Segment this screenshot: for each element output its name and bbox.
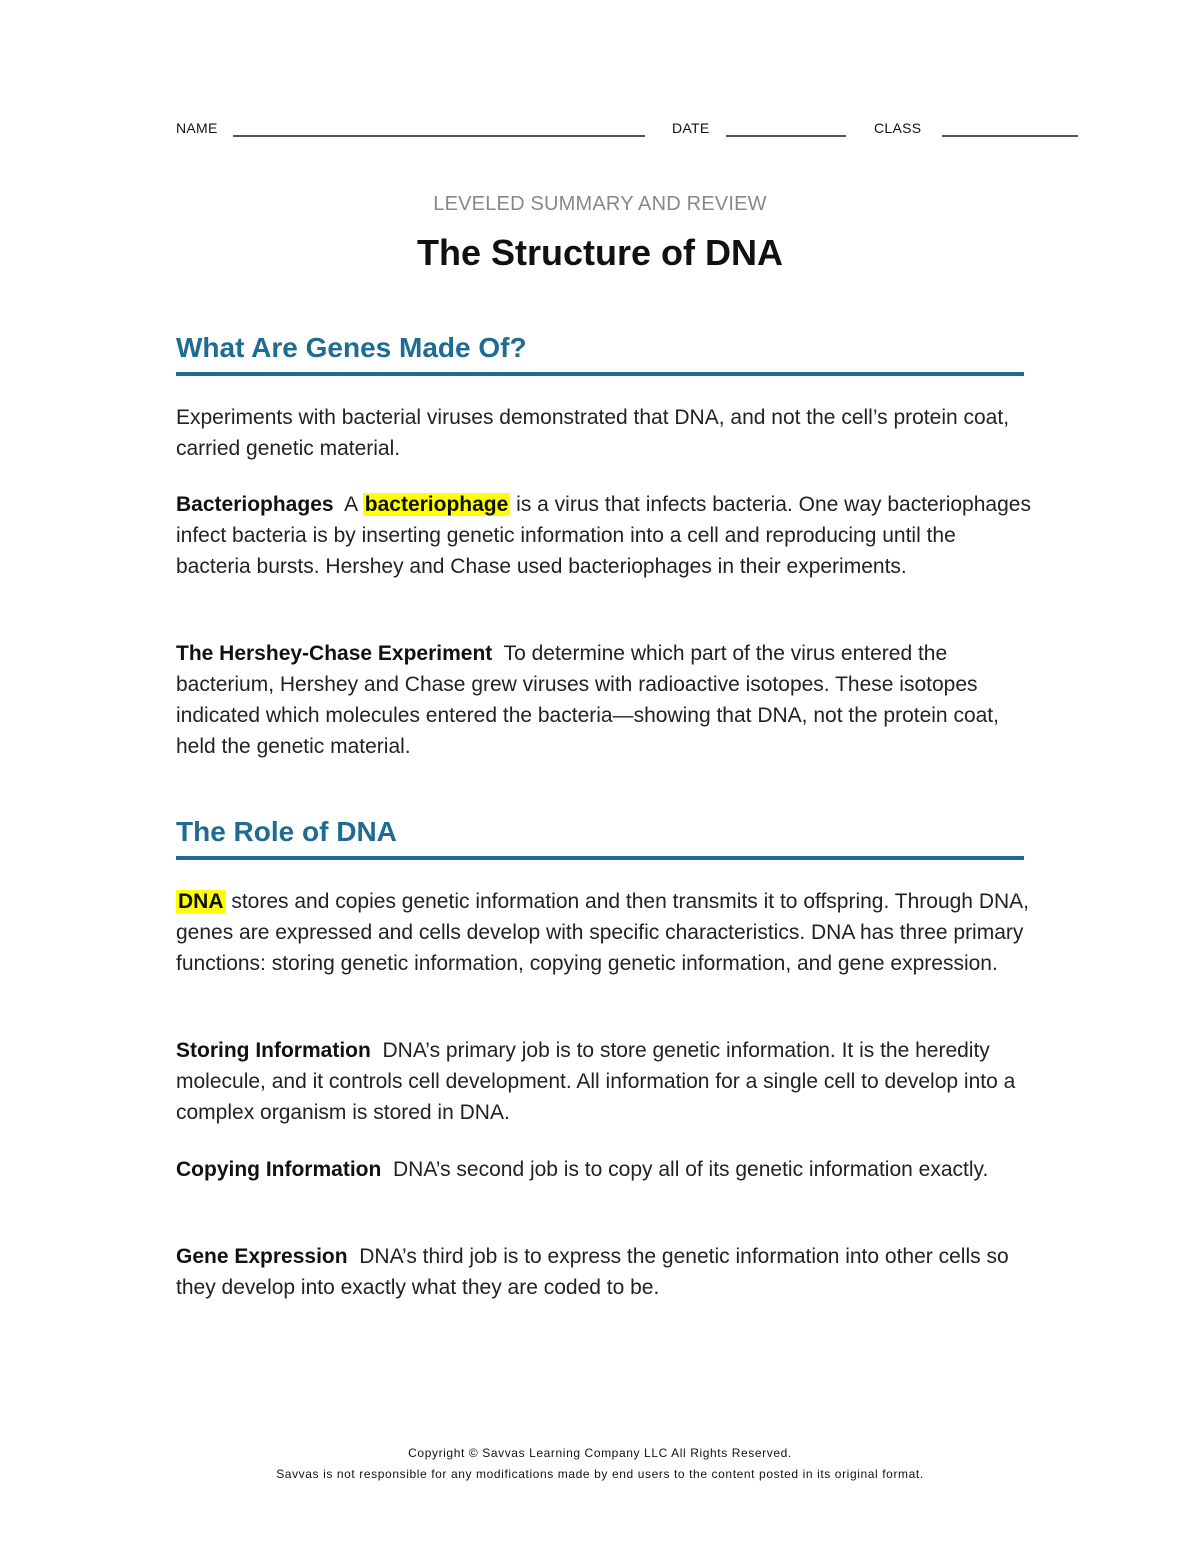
hershey-chase-term: The Hershey-Chase Experiment: [176, 642, 493, 665]
copying-information-term: Copying Information: [176, 1158, 382, 1181]
bacteriophages-pre: A: [344, 493, 357, 516]
copying-information-text: DNA’s second job is to copy all of its genetic information exactly.: [393, 1158, 989, 1181]
class-field[interactable]: [942, 135, 1078, 137]
name-field[interactable]: [233, 135, 645, 137]
bacteriophage-highlight: bacteriophage: [364, 493, 509, 516]
section-heading-genes: What Are Genes Made Of?: [176, 332, 1024, 376]
date-field[interactable]: [726, 135, 846, 137]
gene-expression-paragraph: [176, 1241, 1036, 1303]
copying-information-paragraph: [176, 1154, 1036, 1185]
bacteriophages-term: Bacteriophages: [176, 493, 334, 516]
storing-information-paragraph: [176, 1035, 1036, 1128]
hershey-chase-text: To determine which part of the virus entered the bacterium, Hershey and Chase grew viruses with radioactive isotopes. These isotopes indicated which molecules entered the bacteria—showing that DNA, not the protein coat, held the genetic material.: [176, 642, 999, 758]
student-info-header: [176, 118, 1078, 140]
role-intro-text: stores and copies genetic information and then transmits it to offspring. Through DNA, genes are expressed and cells develop with specific characteristics. DNA has three primary functions: storing genetic information, copying genetic information, and gene expression.: [176, 890, 1029, 975]
role-intro-paragraph: [176, 886, 1036, 979]
page-subtitle: LEVELED SUMMARY AND REVIEW: [433, 193, 767, 215]
dna-highlight: DNA: [178, 890, 224, 913]
name-label: NAME: [176, 120, 218, 136]
hershey-chase-paragraph: [176, 638, 1036, 762]
section-heading-role: The Role of DNA: [176, 816, 1024, 860]
gene-expression-text: DNA’s third job is to express the genetic information into other cells so they develop into exactly what they are coded to be.: [176, 1245, 1009, 1299]
storing-information-term: Storing Information: [176, 1039, 371, 1062]
page-title: The Structure of DNA: [416, 232, 783, 273]
gene-expression-term: Gene Expression: [176, 1245, 348, 1268]
footer-copyright: Copyright © Savvas Learning Company LLC All Rights Reserved.: [408, 1446, 792, 1460]
bacteriophages-text: is a virus that infects bacteria. One way bacteriophages infect bacteria is by inserting genetic information into a cell and reproducing until the bacteria bursts. Hershey and Chase used bacteriophages in their experiments.: [176, 493, 1031, 578]
bacteriophages-paragraph: [176, 489, 1036, 582]
date-label: DATE: [672, 120, 710, 136]
footer-disclaimer: Savvas is not responsible for any modifications made by end users to the content posted in its original format.: [276, 1467, 924, 1481]
storing-information-text: DNA’s primary job is to store genetic information. It is the heredity molecule, and it controls cell development. All information for a single cell to develop into a complex organism is stored in DNA.: [176, 1039, 1016, 1124]
genes-intro-paragraph: Experiments with bacterial viruses demonstrated that DNA, and not the cell’s protein coat, carried genetic material.: [176, 406, 1010, 460]
class-label: CLASS: [874, 120, 922, 136]
